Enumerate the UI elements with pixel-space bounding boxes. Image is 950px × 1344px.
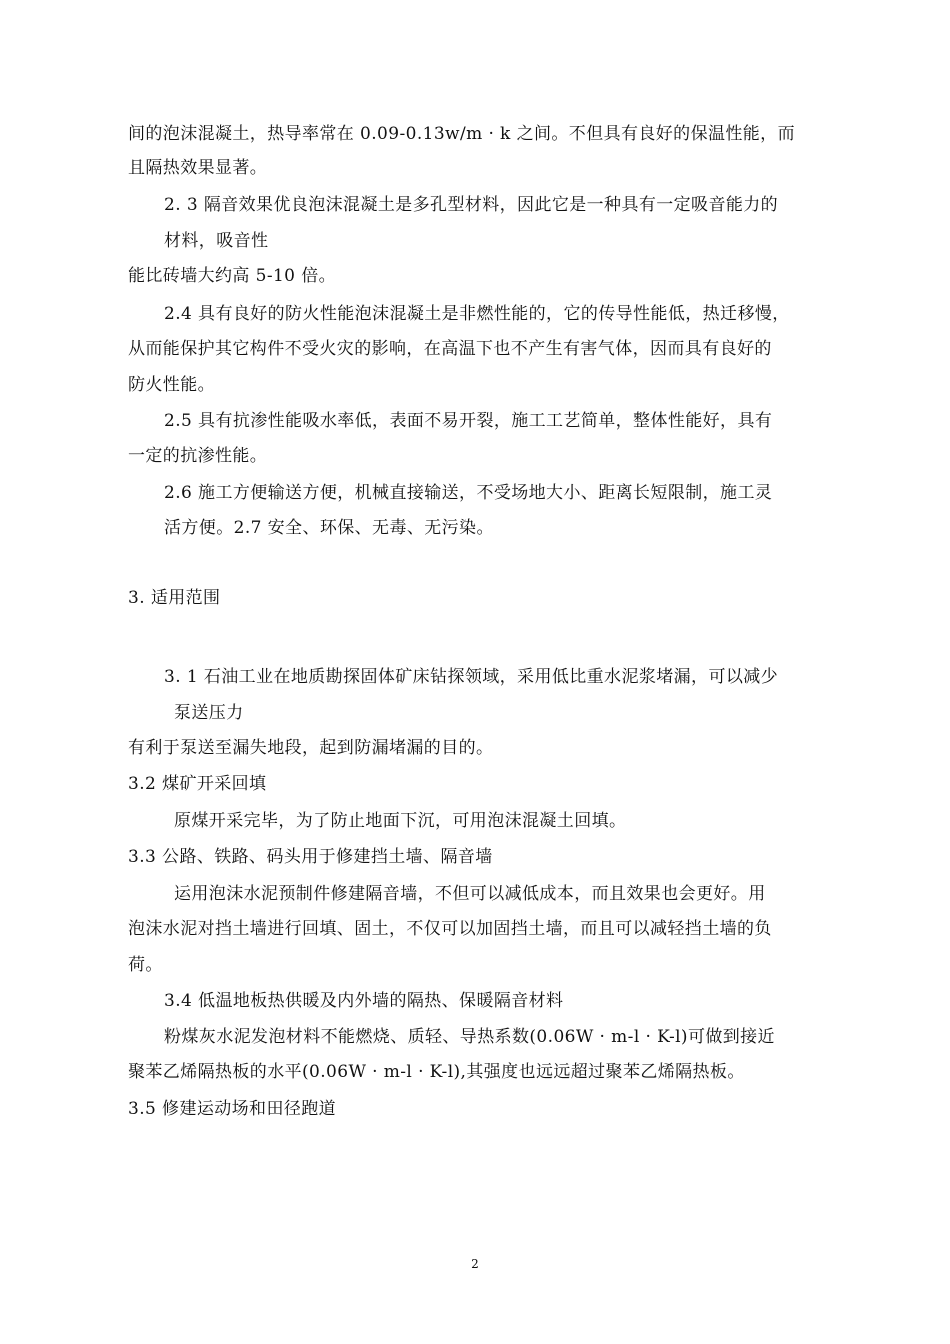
text-line: 从而能保护其它构件不受火灾的影响，在高温下也不产生有害气体，因而具有良好的	[128, 339, 772, 359]
text-line: 2. 3 隔音效果优良泡沫混凝土是多孔型材料，因此它是一种具有一定吸音能力的	[164, 195, 779, 215]
text-line: 活方便。2.7 安全、环保、无毒、无污染。	[164, 518, 494, 538]
text-line: 3. 1 石油工业在地质勘探固体矿床钻探领域，采用低比重水泥浆堵漏，可以减少	[164, 667, 779, 687]
text-line: 防火性能。	[128, 375, 215, 395]
section-heading: 3. 适用范围	[128, 588, 221, 608]
text-line: 粉煤灰水泥发泡材料不能燃烧、质轻、导热系数(0.06W · m-l · K-l)可做到接近	[164, 1027, 775, 1047]
text-line: 有利于泵送至漏失地段，起到防漏堵漏的目的。	[128, 738, 494, 758]
text-line: 运用泡沫水泥预制件修建隔音墙，不但可以减低成本，而且效果也会更好。用	[174, 884, 766, 904]
text-line: 一定的抗渗性能。	[128, 446, 268, 466]
text-line: 荷。	[128, 955, 163, 975]
text-line: 且隔热效果显著。	[128, 158, 268, 178]
text-line: 原煤开采完毕，为了防止地面下沉，可用泡沫混凝土回填。	[174, 811, 627, 831]
page-number: 2	[471, 1257, 479, 1271]
text-line: 3.5 修建运动场和田径跑道	[128, 1099, 337, 1119]
text-line: 材料，吸音性	[164, 231, 269, 251]
text-line: 2.5 具有抗渗性能吸水率低，表面不易开裂，施工工艺简单，整体性能好，具有	[164, 411, 773, 431]
text-line: 2.6 施工方便输送方便，机械直接输送，不受场地大小、距离长短限制，施工灵	[164, 483, 773, 503]
text-line: 间的泡沫混凝土，热导率常在 0.09-0.13w/m · k 之间。不但具有良好的保温性能，而	[128, 124, 795, 144]
text-line: 聚苯乙烯隔热板的水平(0.06W · m-l · K-l),其强度也远远超过聚苯乙烯隔热板。	[128, 1062, 745, 1082]
text-line: 3.3 公路、铁路、码头用于修建挡土墙、隔音墙	[128, 847, 493, 867]
text-line: 泡沫水泥对挡土墙进行回填、固土，不仅可以加固挡土墙，而且可以减轻挡土墙的负	[128, 919, 772, 939]
text-line: 能比砖墙大约高 5-10 倍。	[128, 266, 336, 286]
text-line: 3.4 低温地板热供暖及内外墙的隔热、保暖隔音材料	[164, 991, 564, 1011]
text-line: 3.2 煤矿开采回填	[128, 774, 267, 794]
text-line: 2.4 具有良好的防火性能泡沫混凝土是非燃性能的，它的传导性能低，热迁移慢，	[164, 304, 790, 324]
text-line: 泵送压力	[174, 703, 244, 723]
